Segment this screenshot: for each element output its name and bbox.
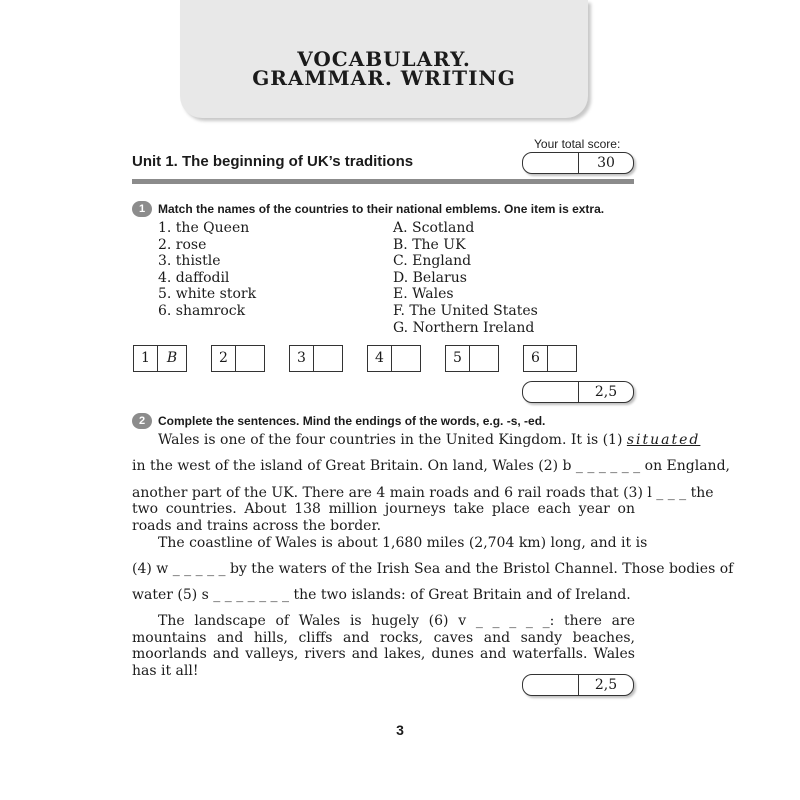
section-title-line1: VOCABULARY. [297, 47, 471, 71]
answer-number: 6 [524, 346, 548, 371]
answer-value[interactable] [314, 346, 342, 371]
text-line: (4) w _ _ _ _ _ by the waters of the Irish Sea and the Bristol Channel. Those bodies of [132, 561, 734, 577]
emblem-item: 5. white stork [158, 286, 257, 303]
answer-number: 5 [446, 346, 470, 371]
text-line: in the west of the island of Great Britain. On land, Wales (2) b _ _ _ _ _ _ on England, [132, 458, 730, 474]
answer-box-2[interactable] [211, 345, 265, 372]
country-item: D. Belarus [393, 269, 467, 286]
text-line: The coastline of Wales is about 1,680 miles (2,704 km) long, and it is [158, 535, 648, 551]
text-line: another part of the UK. There are 4 main roads and 6 rail roads that (3) l _ _ _ the [132, 485, 714, 501]
text-line: water (5) s _ _ _ _ _ _ _ the two islands: of Great Britain and of Ireland. [132, 587, 631, 603]
answer-box-4[interactable] [367, 345, 421, 372]
answer-value[interactable] [548, 346, 576, 371]
emblem-item: 6. shamrock [158, 302, 246, 319]
emblem-item: 1. the Queen [158, 220, 250, 236]
task2-heading [132, 413, 545, 429]
answer-value[interactable] [470, 346, 498, 371]
country-item: G. Northern Ireland [393, 319, 535, 336]
answer-number: 3 [290, 346, 314, 371]
country-list [393, 220, 538, 336]
answer-value[interactable]: B [166, 350, 178, 366]
task1-number-badge: 1 [132, 201, 152, 217]
section-header [180, 0, 588, 118]
answer-value[interactable] [236, 346, 264, 371]
answer-number: 1 [134, 346, 158, 371]
total-score-value: 30 [597, 155, 615, 171]
text-paragraph: two countries. About 138 million journeys take place each year on roads and trains across the border. [132, 501, 635, 534]
country-item: C. England [393, 253, 472, 270]
country-item: E. Wales [393, 286, 454, 303]
emblem-list [158, 220, 256, 320]
answer-box-5[interactable] [445, 345, 499, 372]
task2-instruction: Complete the sentences. Mind the endings of the words, e.g. -s, -ed. [158, 414, 546, 428]
answer-number: 2 [212, 346, 236, 371]
emblem-item: 3. thistle [158, 253, 221, 270]
text-paragraph: The landscape of Wales is hugely (6) v _ _ _ _ _: there are mountains and hills, cliffs and rocks, caves and sandy beaches, moorlands and valleys, rivers and lakes, dunes and waterfalls. Wales has it all! [132, 613, 635, 679]
emblem-item: 4. daffodil [158, 269, 230, 286]
task1-heading [132, 201, 604, 217]
task2-score-box[interactable] [522, 674, 634, 696]
answer-number: 4 [368, 346, 392, 371]
section-title-line2: GRAMMAR. WRITING [252, 66, 516, 90]
page-number: 3 [396, 722, 404, 738]
answer-box-6[interactable] [523, 345, 577, 372]
country-item: F. The United States [393, 302, 538, 319]
total-score-label: Your total score: [534, 137, 621, 151]
text-line: Wales is one of the four countries in the United Kingdom. It is (1) situated [158, 432, 701, 448]
unit-divider [132, 179, 634, 184]
answer-value[interactable] [392, 346, 420, 371]
example-answer: situated [626, 432, 701, 448]
task2-score-value: 2,5 [594, 677, 618, 693]
answer-box-3[interactable] [289, 345, 343, 372]
task1-score-value: 2,5 [594, 384, 618, 400]
country-item: B. The UK [393, 236, 466, 253]
country-item: A. Scotland [393, 220, 475, 236]
answer-box-1[interactable] [133, 345, 187, 372]
task1-score-box[interactable] [522, 381, 634, 403]
unit-title: Unit 1. The beginning of UK’s traditions [132, 153, 414, 170]
task2-number-badge: 2 [132, 413, 152, 429]
task1-instruction: Match the names of the countries to their national emblems. One item is extra. [158, 202, 605, 216]
emblem-item: 2. rose [158, 236, 207, 253]
total-score-box[interactable] [522, 152, 634, 174]
